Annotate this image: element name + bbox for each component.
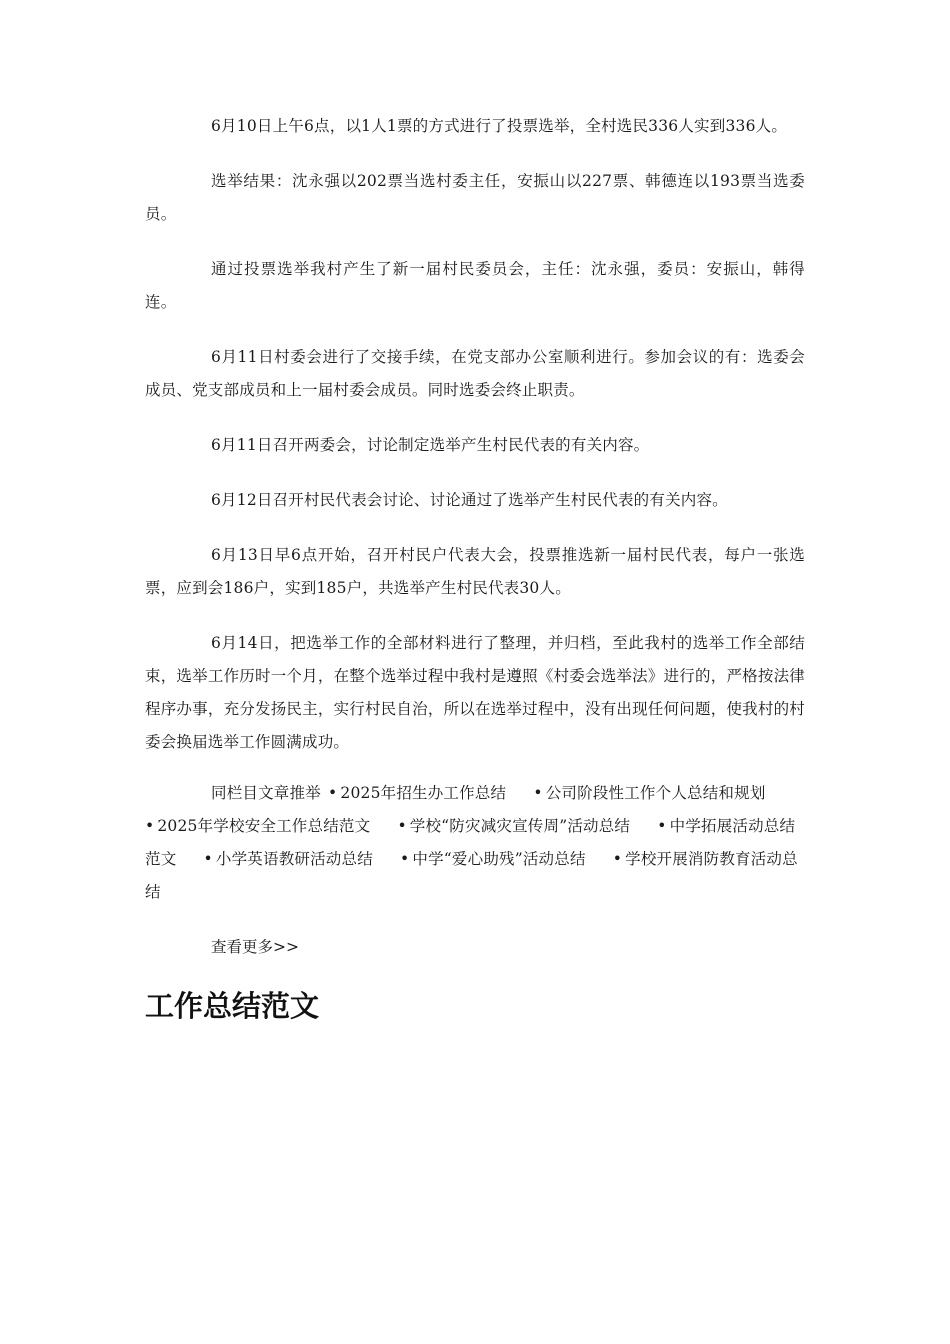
- related-link-label: 2025年学校安全工作总结范文: [157, 817, 371, 835]
- related-link-label: 公司阶段性工作个人总结和规划: [545, 784, 766, 802]
- paragraph-household-meeting: 6月13日早6点开始，召开村民户代表大会，投票推选新一届村民代表，每户一张选票，应到会186户，实到185户，共选举产生村民代表30人。: [145, 546, 805, 597]
- bullet-icon: •: [612, 850, 623, 868]
- paragraph-handover: 6月11日村委会进行了交接手续，在党支部办公室顺利进行。参加会议的有：选委会成员、党支部成员和上一届村委会成员。同时选委会终止职责。: [145, 348, 805, 399]
- related-link-label: 中学拓展活动总结范文: [145, 817, 796, 868]
- paragraph-voting: 6月10日上午6点，以1人1票的方式进行了投票选举，全村选民336人实到336人。: [211, 117, 788, 135]
- related-link[interactable]: [145, 817, 370, 835]
- paragraph-new-committee: 通过投票选举我村产生了新一届村民委员会，主任：沈永强，委员：安振山，韩得连。: [145, 260, 805, 311]
- bullet-icon: •: [657, 817, 667, 835]
- paragraph-representatives-meeting: 6月12日召开村民代表会讨论、讨论通过了选举产生村民代表的有关内容。: [211, 491, 728, 509]
- related-link-label: 学校开展消防教育活动总结: [145, 850, 798, 901]
- related-link[interactable]: [204, 850, 373, 868]
- related-link[interactable]: [397, 817, 630, 835]
- related-link-label: 中学“爱心助残”活动总结: [412, 850, 586, 868]
- related-link-label: 2025年招生办工作总结: [340, 784, 507, 802]
- bullet-icon: •: [397, 817, 407, 835]
- related-link[interactable]: [533, 784, 765, 802]
- bullet-icon: •: [533, 784, 543, 802]
- related-articles: [145, 777, 805, 909]
- related-link-label: 学校“防灾减灾宣传周”活动总结: [409, 817, 631, 835]
- related-link[interactable]: [328, 784, 506, 802]
- document-body: [145, 110, 805, 1026]
- paragraph-election-result: 选举结果：沈永强以202票当选村委主任，安振山以227票、韩德连以193票当选委员。: [145, 172, 805, 223]
- related-link-label: 小学英语教研活动总结: [215, 850, 373, 868]
- paragraph-archive: 6月14日，把选举工作的全部材料进行了整理，并归档，至此我村的选举工作全部结束，选举工作历时一个月，在整个选举过程中我村是遵照《村委会选举法》进行的，严格按法律程序办事，充分发扬民主，实行村民自治，所以在选举过程中，没有出现任何问题，使我村的村委会换届选举工作圆满成功。: [145, 634, 805, 751]
- paragraph-two-committees: 6月11日召开两委会，讨论制定选举产生村民代表的有关内容。: [211, 436, 650, 454]
- bullet-icon: •: [203, 850, 213, 868]
- bullet-icon: •: [328, 784, 338, 802]
- related-intro: 同栏目文章推举: [211, 784, 321, 802]
- related-link[interactable]: [400, 850, 586, 868]
- section-heading: 工作总结范文: [145, 989, 320, 1023]
- bullet-icon: •: [400, 850, 410, 868]
- bullet-icon: •: [145, 817, 155, 835]
- view-more-link[interactable]: 查看更多>>: [211, 938, 299, 956]
